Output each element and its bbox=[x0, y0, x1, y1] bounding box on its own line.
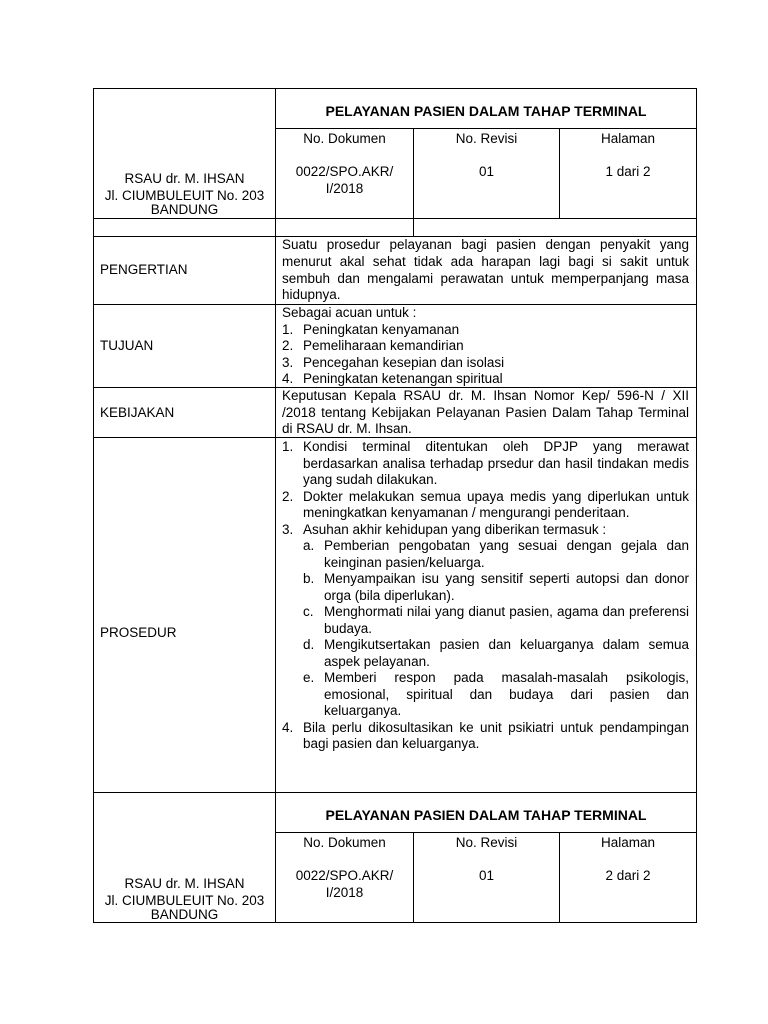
sublist-letter: c. bbox=[303, 604, 314, 619]
list-number: 2. bbox=[282, 338, 294, 353]
sublist-text: Menyampaikan isu yang sensitif seperti autopsi dan donor orga (bila diperlukan). bbox=[324, 571, 689, 603]
list-text: Peningkatan kenyamanan bbox=[303, 321, 460, 337]
list-text: Pencegahan kesepian dan isolasi bbox=[303, 354, 505, 370]
org-line-1: RSAU dr. M. IHSAN bbox=[124, 171, 245, 186]
pengertian-text: Suatu prosedur pelayanan bagi pasien dengan penyakit yang menurut akal sehat tidak ada harapan lagi bagi si sakit untuk sembuh dan mengalami perawatan untuk memperpanjang masa hidupnya. bbox=[282, 237, 689, 303]
org-line-2: Jl. CIUMBULEUIT No. 203 bbox=[104, 892, 265, 908]
sublist-item bbox=[282, 571, 689, 604]
list-text: Asuhan akhir kehidupan yang diberikan termasuk : bbox=[303, 521, 607, 537]
sublist-text: Pemberian pengobatan yang sesuai dengan gejala dan keinginan pasien/keluarga. bbox=[324, 538, 689, 570]
prosedur-content bbox=[282, 439, 689, 753]
list-text: Pemeliharaan kemandirian bbox=[303, 338, 464, 353]
list-text: Bila perlu dikosultasikan ke unit psikiatri untuk pendampingan bagi pasien dan keluarganya. bbox=[303, 719, 689, 751]
prosedur-list-cont bbox=[282, 720, 689, 753]
doc-number-line-1: 0022/SPO.AKR/ bbox=[295, 868, 394, 883]
sublist-item bbox=[282, 604, 689, 637]
sublist-letter: e. bbox=[303, 670, 315, 685]
tujuan-list bbox=[282, 322, 689, 388]
sublist-text: Menghormati nilai yang dianut pasien, agama dan preferensi budaya. bbox=[324, 604, 689, 636]
list-number: 4. bbox=[282, 719, 294, 735]
sublist-item bbox=[282, 637, 689, 670]
tujuan-content bbox=[282, 305, 689, 388]
section-label-tujuan: TUJUAN bbox=[100, 338, 154, 353]
doc-number-value bbox=[276, 164, 413, 197]
org-line-3: BANDUNG bbox=[150, 202, 219, 217]
org-name bbox=[94, 171, 275, 216]
list-item bbox=[282, 489, 689, 522]
list-text: Peningkatan ketenangan spiritual bbox=[303, 371, 503, 386]
list-item bbox=[282, 338, 689, 355]
doc-number-label: No. Dokumen bbox=[303, 131, 386, 146]
doc-number-line-2: I/2018 bbox=[325, 180, 364, 196]
page-value: 1 dari 2 bbox=[605, 164, 651, 179]
list-item bbox=[282, 322, 689, 339]
sublist-letter: a. bbox=[303, 538, 315, 553]
org-line-1: RSAU dr. M. IHSAN bbox=[124, 876, 245, 891]
document-title-2: PELAYANAN PASIEN DALAM TAHAP TERMINAL bbox=[325, 807, 647, 823]
prosedur-list bbox=[282, 439, 689, 538]
sublist-letter: d. bbox=[303, 637, 315, 652]
list-number: 3. bbox=[282, 354, 294, 370]
list-number: 1. bbox=[282, 321, 294, 337]
sublist-text: Memberi respon pada masalah-masalah psikologis, emosional, spiritual dan budaya dari pasien dan keluarganya. bbox=[324, 670, 689, 718]
list-text: Dokter melakukan semua upaya medis yang diperlukan untuk meningkatkan kenyamanan / mengurangi penderitaan. bbox=[303, 488, 689, 520]
list-item bbox=[282, 355, 689, 372]
list-item bbox=[282, 371, 689, 388]
org-line-2: Jl. CIUMBULEUIT No. 203 bbox=[104, 187, 265, 203]
revision-label-2: No. Revisi bbox=[455, 835, 518, 850]
list-item bbox=[282, 720, 689, 753]
list-number: 1. bbox=[282, 439, 294, 454]
doc-number-line-2: I/2018 bbox=[325, 884, 364, 900]
org-name-2 bbox=[94, 876, 275, 921]
page-label: Halaman bbox=[600, 131, 656, 146]
sublist-text: Mengikutsertakan pasien dan keluarganya dalam semua aspek pelayanan. bbox=[324, 637, 689, 669]
org-line-3: BANDUNG bbox=[150, 907, 219, 922]
prosedur-sublist bbox=[282, 538, 689, 720]
section-label-kebijakan: KEBIJAKAN bbox=[100, 405, 175, 420]
document-title: PELAYANAN PASIEN DALAM TAHAP TERMINAL bbox=[325, 103, 647, 119]
kebijakan-text: Keputusan Kepala RSAU dr. M. Ihsan Nomor Kep/ 596-N / XII /2018 tentang Kebijakan Pelayanan Pasien Dalam Tahap Terminal di RSAU dr. M. Ihsan. bbox=[282, 388, 689, 436]
list-text: Kondisi terminal ditentukan oleh DPJP yang merawat berdasarkan analisa terhadap prsedur dan hasil tindakan medis yang sudah dilakukan. bbox=[303, 439, 689, 487]
section-label-pengertian: PENGERTIAN bbox=[100, 262, 188, 277]
doc-number-label-2: No. Dokumen bbox=[303, 835, 386, 850]
page-value-2: 2 dari 2 bbox=[605, 868, 651, 883]
revision-value: 01 bbox=[478, 164, 495, 179]
list-number: 4. bbox=[282, 371, 294, 386]
page-label-2: Halaman bbox=[600, 835, 656, 850]
list-number: 3. bbox=[282, 521, 294, 537]
list-item bbox=[282, 522, 689, 539]
section-label-prosedur: PROSEDUR bbox=[100, 625, 177, 640]
doc-number-value-2 bbox=[276, 868, 413, 901]
sublist-item bbox=[282, 670, 689, 720]
revision-value-2: 01 bbox=[478, 868, 495, 883]
revision-label: No. Revisi bbox=[455, 131, 518, 146]
list-item bbox=[282, 439, 689, 489]
sublist-item bbox=[282, 538, 689, 571]
tujuan-intro: Sebagai acuan untuk : bbox=[282, 305, 417, 320]
sublist-letter: b. bbox=[303, 571, 315, 586]
list-number: 2. bbox=[282, 488, 294, 504]
doc-number-line-1: 0022/SPO.AKR/ bbox=[295, 164, 394, 179]
